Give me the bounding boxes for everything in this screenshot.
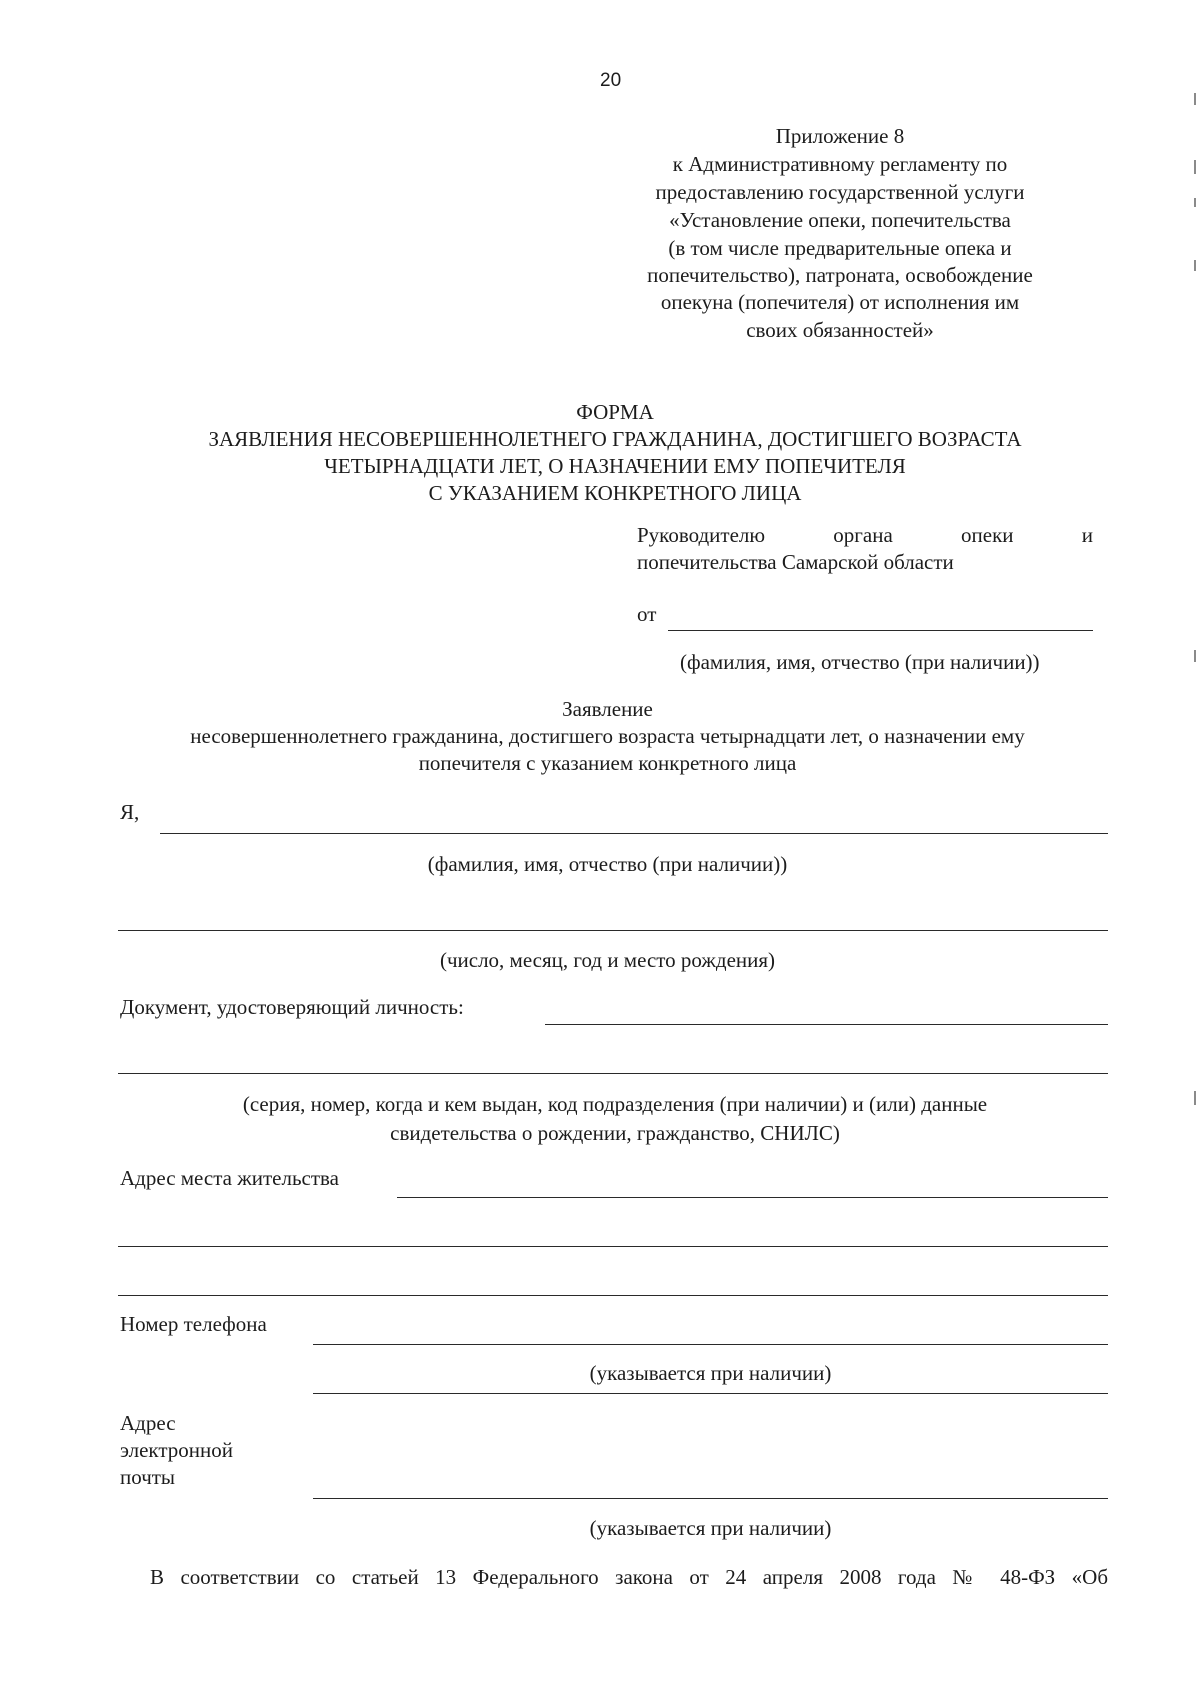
statement-subtitle-line: несовершеннолетнего гражданина, достигшего возраста четырнадцати лет, о назначении ему xyxy=(190,724,1025,748)
phone-hint: (указывается при наличии) xyxy=(589,1361,832,1385)
addressee-line-1 xyxy=(637,523,1093,548)
form-title-line: ЗАЯВЛЕНИЯ НЕСОВЕРШЕННОЛЕТНЕГО ГРАЖДАНИНА, ДОСТИГШЕГО ВОЗРАСТА xyxy=(208,427,1022,451)
id-doc-field[interactable] xyxy=(545,1024,1108,1025)
appendix-title: Приложение 8 xyxy=(775,124,905,148)
phone-label: Номер телефона xyxy=(120,1312,267,1336)
address-label: Адрес места жительства xyxy=(120,1166,339,1190)
scan-mark xyxy=(1194,650,1196,662)
appendix-line: к Административному регламенту по xyxy=(672,152,1008,176)
id-doc-hint: (серия, номер, когда и кем выдан, код подразделения (при наличии) и (или) данные xyxy=(242,1092,988,1116)
form-title-line: ЧЕТЫРНАДЦАТИ ЛЕТ, О НАЗНАЧЕНИИ ЕМУ ПОПЕЧИТЕЛЯ xyxy=(324,454,906,478)
scan-mark xyxy=(1194,1091,1196,1105)
phone-field-underline xyxy=(313,1393,1108,1394)
email-field[interactable] xyxy=(313,1498,1108,1499)
closing-paragraph: В соответствии со статьей 13 Федерального закона от 24 апреля 2008 года № 48-ФЗ «Об xyxy=(150,1565,1108,1589)
appendix-line: своих обязанностей» xyxy=(746,318,934,342)
i-label: Я, xyxy=(120,800,140,824)
form-title-line: ФОРМА xyxy=(576,400,654,424)
from-label: от xyxy=(637,602,657,626)
phone-field[interactable] xyxy=(313,1344,1108,1345)
appendix-line: «Установление опеки, попечительства xyxy=(669,208,1011,232)
id-doc-field-continued[interactable] xyxy=(118,1073,1108,1074)
full-name-field[interactable] xyxy=(160,833,1108,834)
from-name-hint: (фамилия, имя, отчество (при наличии)) xyxy=(680,650,1040,674)
scan-mark xyxy=(1194,198,1196,207)
email-label: электронной xyxy=(120,1438,234,1462)
from-name-field[interactable] xyxy=(668,630,1093,631)
scan-mark xyxy=(1194,93,1196,105)
addressee-word: органа xyxy=(833,523,893,547)
id-doc-label: Документ, удостоверяющий личность: xyxy=(120,995,464,1019)
form-title-line: С УКАЗАНИЕМ КОНКРЕТНОГО ЛИЦА xyxy=(428,481,802,505)
address-field-line-2[interactable] xyxy=(118,1246,1108,1247)
addressee-word: и xyxy=(1081,523,1093,547)
statement-heading: Заявление xyxy=(562,697,653,721)
birth-hint: (число, месяц, год и место рождения) xyxy=(439,948,776,972)
scan-mark xyxy=(1194,260,1196,271)
id-doc-hint: свидетельства о рождении, гражданство, СНИЛС) xyxy=(390,1121,840,1145)
email-hint: (указывается при наличии) xyxy=(589,1516,832,1540)
addressee-line-2: попечительства Самарской области xyxy=(637,550,954,574)
email-label: Адрес xyxy=(120,1411,176,1435)
appendix-line: (в том числе предварительные опека и xyxy=(668,236,1012,260)
email-label: почты xyxy=(120,1465,176,1489)
appendix-line: попечительство), патроната, освобождение xyxy=(647,263,1033,287)
birth-field[interactable] xyxy=(118,930,1108,931)
address-field-line-3[interactable] xyxy=(118,1295,1108,1296)
addressee-word: Руководителю xyxy=(637,523,766,547)
scan-mark xyxy=(1194,160,1196,174)
statement-subtitle-line: попечителя с указанием конкретного лица xyxy=(418,751,797,775)
page-number: 20 xyxy=(600,70,622,91)
addressee-word: опеки xyxy=(961,523,1014,547)
appendix-line: предоставлению государственной услуги xyxy=(655,180,1025,204)
address-field[interactable] xyxy=(397,1197,1108,1198)
full-name-hint: (фамилия, имя, отчество (при наличии)) xyxy=(427,852,788,876)
appendix-line: опекуна (попечителя) от исполнения им xyxy=(660,290,1020,314)
